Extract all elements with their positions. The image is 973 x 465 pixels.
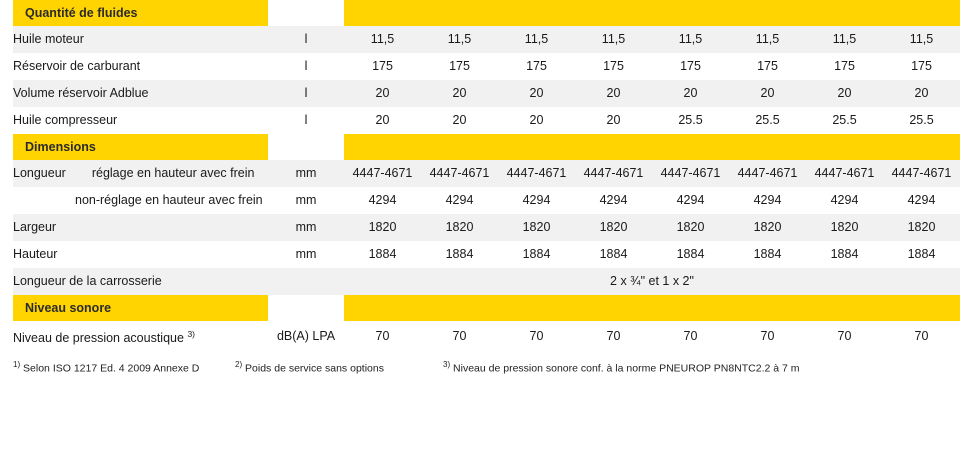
row-value: 20 bbox=[883, 80, 960, 107]
footnote-3 bbox=[443, 360, 800, 375]
row-value: 11,5 bbox=[498, 26, 575, 53]
row-value: 4294 bbox=[575, 187, 652, 214]
row-value: 175 bbox=[729, 53, 806, 80]
row-label-main: Niveau de pression acoustique bbox=[13, 331, 184, 346]
row-label: Volume réservoir Adblue bbox=[13, 80, 268, 107]
section-title: Quantité de fluides bbox=[13, 0, 268, 26]
section-fill bbox=[575, 0, 652, 26]
row-value: 4447-4671 bbox=[729, 160, 806, 187]
row-value: 175 bbox=[498, 53, 575, 80]
row-value: 4447-4671 bbox=[652, 160, 729, 187]
row-value: 4447-4671 bbox=[498, 160, 575, 187]
footnote-1-text: Selon ISO 1217 Ed. 4 2009 Annexe D bbox=[23, 362, 200, 375]
table-row bbox=[13, 241, 960, 268]
row-value: 20 bbox=[729, 80, 806, 107]
row-unit: mm bbox=[268, 214, 344, 241]
row-value: 4447-4671 bbox=[575, 160, 652, 187]
row-value: 4447-4671 bbox=[421, 160, 498, 187]
row-unit: l bbox=[268, 107, 344, 134]
row-value: 25.5 bbox=[729, 107, 806, 134]
section-fill bbox=[498, 134, 575, 160]
row-value: 1820 bbox=[729, 214, 806, 241]
footnote-2 bbox=[235, 360, 443, 375]
row-label: Largeur bbox=[13, 214, 268, 241]
row-value: 175 bbox=[883, 53, 960, 80]
row-value: 1820 bbox=[498, 214, 575, 241]
footnote-3-text: Niveau de pression sonore conf. à la norme PNEUROP PN8NTC2.2 à 7 m bbox=[453, 362, 800, 375]
footnote-3-marker: 3) bbox=[443, 360, 451, 370]
section-header-dimensions bbox=[13, 134, 960, 160]
section-header-fluids bbox=[13, 0, 960, 26]
section-fill bbox=[729, 295, 806, 321]
row-label: Hauteur bbox=[13, 241, 268, 268]
row-value: 70 bbox=[806, 321, 883, 352]
section-fill bbox=[652, 295, 729, 321]
footnote-ref: 3) bbox=[187, 329, 195, 339]
section-fill bbox=[575, 295, 652, 321]
row-value: 1884 bbox=[575, 241, 652, 268]
section-fill bbox=[806, 295, 883, 321]
section-title: Niveau sonore bbox=[13, 295, 268, 321]
row-unit: mm bbox=[268, 187, 344, 214]
row-unit: l bbox=[268, 80, 344, 107]
table-row bbox=[13, 187, 960, 214]
section-fill bbox=[344, 134, 421, 160]
row-value: 1820 bbox=[883, 214, 960, 241]
row-value: 4294 bbox=[421, 187, 498, 214]
row-value: 1884 bbox=[498, 241, 575, 268]
row-value: 25.5 bbox=[806, 107, 883, 134]
footnote-2-text: Poids de service sans options bbox=[245, 362, 384, 375]
row-value: 11,5 bbox=[421, 26, 498, 53]
row-label-sub: non-réglage en hauteur avec frein bbox=[75, 193, 263, 207]
row-label bbox=[13, 187, 268, 214]
row-value: 11,5 bbox=[729, 26, 806, 53]
row-label bbox=[13, 321, 268, 352]
row-value: 175 bbox=[421, 53, 498, 80]
row-label: Huile compresseur bbox=[13, 107, 268, 134]
row-value: 20 bbox=[421, 80, 498, 107]
row-value: 1884 bbox=[806, 241, 883, 268]
row-value: 11,5 bbox=[883, 26, 960, 53]
row-label: Réservoir de carburant bbox=[13, 53, 268, 80]
section-fill bbox=[883, 134, 960, 160]
table-row bbox=[13, 160, 960, 187]
row-unit bbox=[268, 268, 344, 295]
row-value: 1820 bbox=[652, 214, 729, 241]
row-value: 4294 bbox=[652, 187, 729, 214]
row-value: 20 bbox=[575, 80, 652, 107]
row-unit: l bbox=[268, 53, 344, 80]
specifications-table bbox=[13, 0, 960, 352]
footnotes bbox=[13, 360, 960, 375]
row-value: 20 bbox=[421, 107, 498, 134]
section-fill bbox=[729, 0, 806, 26]
row-value: 4294 bbox=[729, 187, 806, 214]
row-value: 1820 bbox=[421, 214, 498, 241]
row-value: 20 bbox=[344, 80, 421, 107]
section-fill bbox=[498, 295, 575, 321]
table-row bbox=[13, 321, 960, 352]
section-fill bbox=[421, 295, 498, 321]
row-unit: dB(A) LPA bbox=[268, 321, 344, 352]
row-value: 1884 bbox=[421, 241, 498, 268]
row-value: 4447-4671 bbox=[806, 160, 883, 187]
section-fill bbox=[344, 295, 421, 321]
row-value: 70 bbox=[652, 321, 729, 352]
row-label-secondary: réglage en hauteur avec frein bbox=[91, 166, 255, 180]
row-value: 20 bbox=[806, 80, 883, 107]
section-fill bbox=[652, 0, 729, 26]
row-label bbox=[13, 160, 268, 187]
row-value: 175 bbox=[344, 53, 421, 80]
row-value: 20 bbox=[498, 107, 575, 134]
row-value: 4294 bbox=[344, 187, 421, 214]
table-row bbox=[13, 26, 960, 53]
section-fill bbox=[883, 295, 960, 321]
row-value: 20 bbox=[498, 80, 575, 107]
row-value: 70 bbox=[729, 321, 806, 352]
row-value: 4294 bbox=[498, 187, 575, 214]
row-value: 20 bbox=[652, 80, 729, 107]
row-value: 25.5 bbox=[652, 107, 729, 134]
row-value: 1884 bbox=[344, 241, 421, 268]
row-value: 11,5 bbox=[575, 26, 652, 53]
row-value: 11,5 bbox=[652, 26, 729, 53]
row-value: 70 bbox=[575, 321, 652, 352]
row-value: 70 bbox=[498, 321, 575, 352]
row-value: 175 bbox=[652, 53, 729, 80]
row-value: 1820 bbox=[806, 214, 883, 241]
row-value: 1884 bbox=[652, 241, 729, 268]
table-row bbox=[13, 53, 960, 80]
section-fill bbox=[806, 0, 883, 26]
row-value: 70 bbox=[421, 321, 498, 352]
row-value: 20 bbox=[575, 107, 652, 134]
section-fill bbox=[806, 134, 883, 160]
section-gap bbox=[268, 295, 344, 321]
row-value: 175 bbox=[806, 53, 883, 80]
table-row bbox=[13, 268, 960, 295]
row-label-main: Longueur bbox=[13, 166, 66, 180]
row-value: 1820 bbox=[344, 214, 421, 241]
row-value-merged: 2 x ¾" et 1 x 2" bbox=[344, 268, 960, 295]
row-value: 11,5 bbox=[344, 26, 421, 53]
row-value: 4294 bbox=[883, 187, 960, 214]
row-value: 4447-4671 bbox=[344, 160, 421, 187]
row-value: 1884 bbox=[883, 241, 960, 268]
row-value: 70 bbox=[344, 321, 421, 352]
section-gap bbox=[268, 0, 344, 26]
row-unit: mm bbox=[268, 160, 344, 187]
section-fill bbox=[883, 0, 960, 26]
section-fill bbox=[421, 134, 498, 160]
table-row bbox=[13, 107, 960, 134]
row-label: Longueur de la carrosserie bbox=[13, 268, 268, 295]
row-label: Huile moteur bbox=[13, 26, 268, 53]
row-value: 4447-4671 bbox=[883, 160, 960, 187]
footnote-1 bbox=[13, 360, 235, 375]
row-value: 20 bbox=[344, 107, 421, 134]
row-value: 175 bbox=[575, 53, 652, 80]
footnote-2-marker: 2) bbox=[235, 360, 243, 370]
section-header-noise bbox=[13, 295, 960, 321]
footnote-1-marker: 1) bbox=[13, 360, 21, 370]
section-fill bbox=[652, 134, 729, 160]
section-title: Dimensions bbox=[13, 134, 268, 160]
row-value: 1820 bbox=[575, 214, 652, 241]
section-fill bbox=[421, 0, 498, 26]
table-row bbox=[13, 214, 960, 241]
row-value: 11,5 bbox=[806, 26, 883, 53]
section-fill bbox=[498, 0, 575, 26]
row-value: 70 bbox=[883, 321, 960, 352]
section-fill bbox=[575, 134, 652, 160]
row-unit: l bbox=[268, 26, 344, 53]
row-value: 1884 bbox=[729, 241, 806, 268]
table-row bbox=[13, 80, 960, 107]
row-value: 25.5 bbox=[883, 107, 960, 134]
row-unit: mm bbox=[268, 241, 344, 268]
section-fill bbox=[344, 0, 421, 26]
section-gap bbox=[268, 134, 344, 160]
section-fill bbox=[729, 134, 806, 160]
row-value: 4294 bbox=[806, 187, 883, 214]
